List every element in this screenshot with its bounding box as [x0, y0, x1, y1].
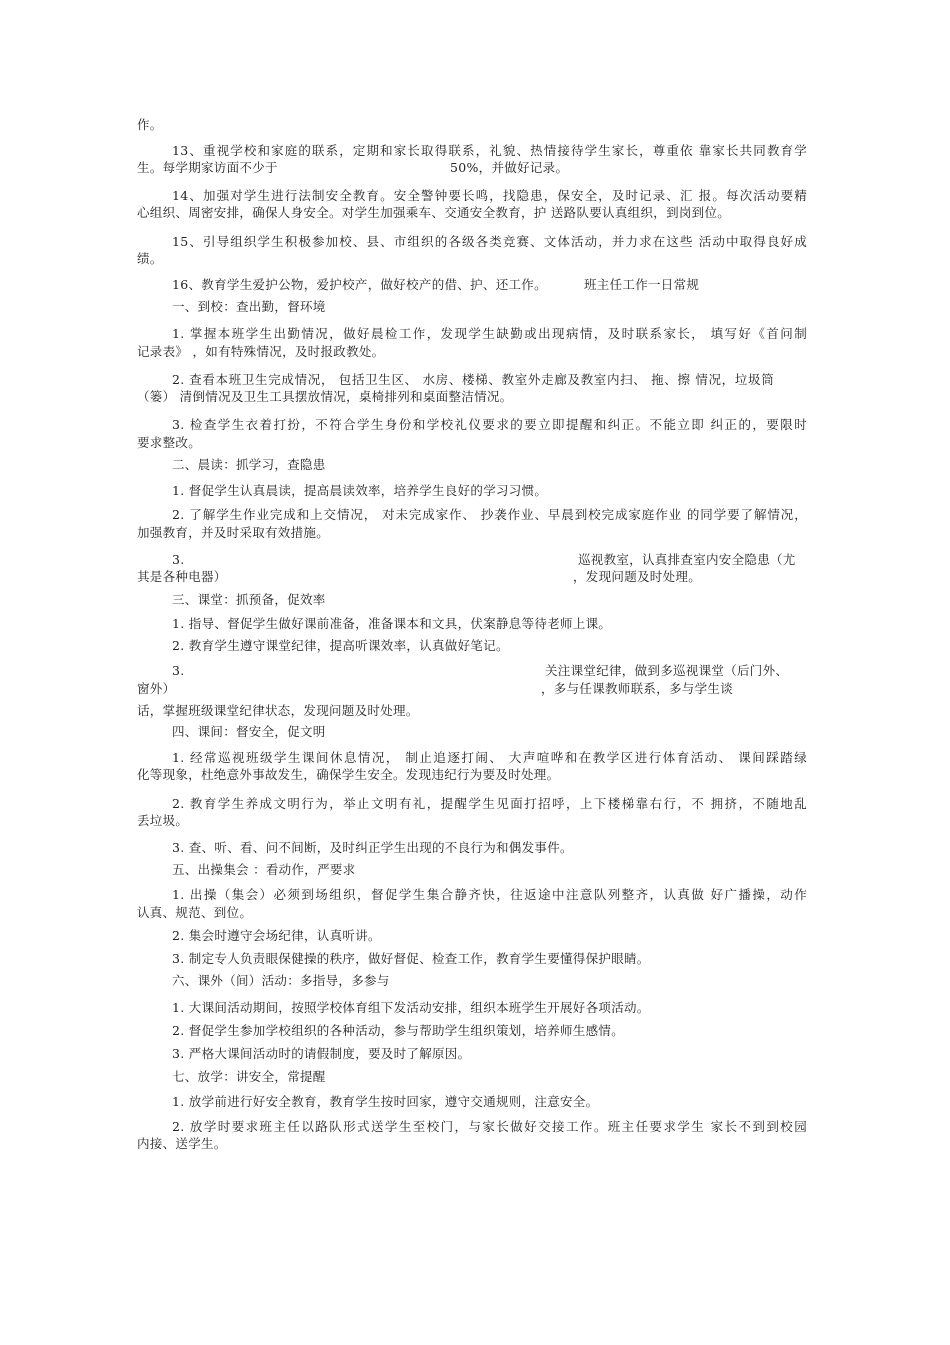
text-line: 生。每学期家访面不少于 [137, 160, 278, 175]
text-line: 15、引导组织学生积极参加校、县、市组织的各级各类竞赛、文体活动，并力求在这些 活动中取得良好成 [172, 234, 807, 249]
text-line: 巡视教室，认真排查室内安全隐患（尤 [578, 552, 796, 567]
text-line: 3. 制定专人负责眼保健操的秩序，做好督促、检查工作，教育学生要懂得保护眼睛。 [172, 951, 650, 966]
text-line: 1. 掌握本班学生出勤情况，做好晨检工作，发现学生缺勤或出现病情，及时联系家长， 填写好《首问制 [172, 326, 807, 341]
text-line: 50%，并做好记录。 [450, 160, 569, 175]
text-line: 3. [172, 552, 185, 567]
section-heading: 四、课间：督安全，促文明 [172, 724, 326, 739]
text-line: 心组织、周密安排，确保人身安全。对学生加强乘车、交通安全教育，护 送路队要认真组织，到岗到位。 [137, 205, 731, 220]
section-heading: 六、课外（间）活动：多指导，多参与 [172, 973, 390, 988]
text-line: ，发现问题及时处理。 [573, 569, 702, 584]
text-line: 窗外） [137, 681, 176, 696]
text-line: 1. 指导、督促学生做好课前准备，准备课本和文具，伏案静息等待老师上课。 [172, 616, 612, 631]
section-heading: 七、放学：讲安全，常提醒 [172, 1069, 326, 1084]
text-line: 1. 督促学生认真晨读，提高晨读效率，培养学生良好的学习习惯。 [172, 483, 548, 498]
text-line: 关注课堂纪律，做到多巡视课堂（后门外、 [545, 663, 789, 678]
text-line: ，多与任课教师联系，多与学生谈 [541, 681, 734, 696]
text-line: 1. 放学前进行好安全教育，教育学生按时回家，遵守交通规则，注意安全。 [172, 1094, 599, 1109]
text-line: 丢垃圾。 [137, 813, 189, 828]
text-line: 记录表》 ，如有特殊情况，及时报政教处。 [137, 344, 385, 359]
text-line: 话，掌握班级课堂纪律状态，发现问题及时处理。 [137, 703, 419, 718]
text-line: 14、加强对学生进行法制安全教育。安全警钟要长鸣，找隐患，保安全，及时记录、汇 报。每次活动要精 [172, 188, 807, 203]
text-line: 1. 大课间活动期间，按照学校体育组下发活动安排，组织本班学生开展好各项活动。 [172, 1000, 650, 1015]
text-line: 16、教育学生爱护公物，爱护校产，做好校产的借、护、还工作。 [172, 277, 547, 292]
section-heading: 五、出操集会 ：看动作，严要求 [172, 862, 356, 877]
text-line: 2. 集会时遵守会场纪律，认真听讲。 [172, 928, 381, 943]
text-line: 1. 出操（集会）必须到场组织，督促学生集合静齐快，往返途中注意队列整齐，认真做 好广播操，动作 [172, 887, 807, 902]
text-line: 2. 督促学生参加学校组织的各种活动，参与帮助学生组织策划，培养师生感情。 [172, 1023, 625, 1038]
section-heading: 二、晨读：抓学习，查隐患 [172, 457, 326, 472]
text-line: 要求整改。 [137, 435, 202, 450]
text-line: 2. 了解学生作业完成和上交情况， 对未完成家作、 抄袭作业、早晨到校完成家庭作业 的同学要了解情况， [172, 507, 807, 522]
text-line: 作。 [137, 117, 163, 132]
text-line: 1. 经常巡视班级学生课间休息情况， 制止追逐打闹、 大声喧哗和在教学区进行体育活动、 课间踩踏绿 [172, 750, 807, 765]
text-line: 内接、送学生。 [137, 1136, 227, 1151]
text-line: 3. 严格大课间活动时的请假制度，要及时了解原因。 [172, 1046, 471, 1061]
section-heading: 三、课堂：抓预备，促效率 [172, 592, 326, 607]
text-line: 3. 检查学生衣着打扮，不符合学生身份和学校礼仪要求的要立即提醒和纠正。不能立即 纠正的，要限时 [172, 417, 807, 432]
text-line: 3. 查、听、看、问不间断，及时纠正学生出现的不良行为和偶发事件。 [172, 840, 573, 855]
text-line: （篓） 清倒情况及卫生工具摆放情况，桌椅排列和桌面整洁情况。 [137, 389, 513, 404]
text-line: 2. 放学时要求班主任以路队形式送学生至校门，与家长做好交接工作。班主任要求学生 家长不到到校园 [172, 1119, 807, 1134]
text-line: 其是各种电器） [137, 569, 227, 584]
text-line: 化等现象，杜绝意外事故发生，确保学生安全。发现违纪行为要及时处理。 [137, 767, 560, 782]
text-line: 3. [172, 663, 185, 678]
text-line: 绩。 [137, 251, 163, 266]
text-line: 加强教育，并及时采取有效措施。 [137, 525, 330, 540]
text-line: 13、重视学校和家庭的联系，定期和家长取得联系，礼貌、热情接待学生家长，尊重依 靠家长共同教育学 [172, 143, 807, 158]
text-line: 2. 查看本班卫生完成情况， 包括卫生区、 水房、楼梯、教室外走廊及教室内扫、 拖、擦 情况，垃圾筒 [172, 372, 774, 387]
text-line: 2. 教育学生养成文明行为，举止文明有礼，提醒学生见面打招呼，上下楼梯靠右行，不 拥挤，不随地乱 [172, 796, 807, 811]
text-line: 认真、规范、到位。 [137, 905, 253, 920]
section-heading: 一、到校：查出勤，督环境 [172, 299, 326, 314]
text-line: 2. 教育学生遵守课堂纪律，提高听课效率，认真做好笔记。 [172, 638, 509, 653]
section-title: 班主任工作一日常规 [584, 277, 700, 292]
